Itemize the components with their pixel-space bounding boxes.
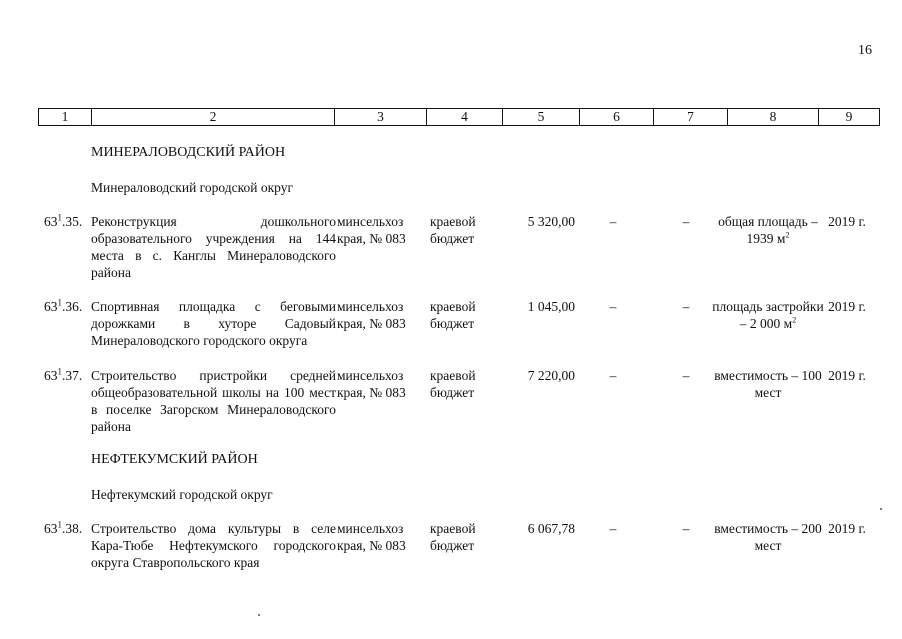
funding-source: краевой бюджет	[430, 368, 476, 400]
row-number: $63^1.36$.	[44, 297, 83, 314]
capacity: вместимость – 100 мест	[714, 368, 822, 400]
col-header-1: 1	[39, 109, 92, 126]
col7-value: –	[682, 214, 690, 229]
amount: 6 067,78	[527, 521, 575, 536]
col-header-3: 3	[335, 109, 427, 126]
col7-value: –	[682, 521, 690, 536]
col6-value: –	[609, 214, 617, 229]
scan-speck	[258, 614, 260, 616]
object-name: Спортивная площадка с беговыми дорожками в хуторе Садовый Минераловодского городского округа	[91, 299, 336, 348]
row-number: $63^1.38$.	[44, 519, 83, 536]
amount: 5 320,00	[527, 214, 575, 229]
amount: 7 220,00	[527, 368, 575, 383]
funding-source: краевой бюджет	[430, 214, 476, 246]
col6-value: –	[609, 521, 617, 536]
column-number-header	[38, 108, 880, 126]
col-header-7: 7	[654, 109, 728, 126]
col-header-9: 9	[819, 109, 880, 126]
section-title-neftekumsky: НЕФТЕКУМСКИЙ РАЙОН	[91, 452, 258, 467]
year: 2019 г.	[828, 368, 866, 383]
amount: 1 045,00	[527, 299, 575, 314]
customer: минсельхоз края, № 083	[337, 521, 406, 553]
funding-source: краевой бюджет	[430, 299, 476, 331]
capacity: общая площадь – 1939 $м^2$	[718, 214, 818, 246]
row-number: $63^1.37$.	[44, 366, 83, 383]
customer: минсельхоз края, № 083	[337, 214, 406, 246]
col-header-2: 2	[92, 109, 335, 126]
year: 2019 г.	[828, 299, 866, 314]
col-header-5: 5	[503, 109, 580, 126]
page-number: 16	[858, 43, 872, 58]
col-header-8: 8	[728, 109, 819, 126]
col7-value: –	[682, 299, 690, 314]
scan-speck	[880, 508, 882, 510]
object-name: Реконструкция дошкольного образовательного учреждения на 144 места в с. Канглы Минераловодского района	[91, 214, 336, 280]
customer: минсельхоз края, № 083	[337, 299, 406, 331]
section-subtitle-mineralovodsky: Минераловодский городской округ	[91, 180, 293, 195]
col-header-4: 4	[427, 109, 503, 126]
capacity: вместимость – 200 мест	[714, 521, 822, 553]
object-name: Строительство пристройки средней общеобразовательной школы на 100 мест в поселке Загорском Минераловодского района	[91, 368, 336, 434]
section-subtitle-neftekumsky: Нефтекумский городской округ	[91, 487, 273, 502]
year: 2019 г.	[828, 214, 866, 229]
col-header-6: 6	[580, 109, 654, 126]
year: 2019 г.	[828, 521, 866, 536]
section-title-mineralovodsky: МИНЕРАЛОВОДСКИЙ РАЙОН	[91, 145, 286, 160]
customer: минсельхоз края, № 083	[337, 368, 406, 400]
col6-value: –	[609, 368, 617, 383]
funding-source: краевой бюджет	[430, 521, 476, 553]
row-number: $63^1.35$.	[44, 212, 83, 229]
capacity: площадь застройки – 2 000 $м^2$	[712, 299, 824, 331]
col7-value: –	[682, 368, 690, 383]
object-name: Строительство дома культуры в селе Кара-Тюбе Нефтекумского городского округа Ставропольского края	[91, 521, 336, 570]
col6-value: –	[609, 299, 617, 314]
